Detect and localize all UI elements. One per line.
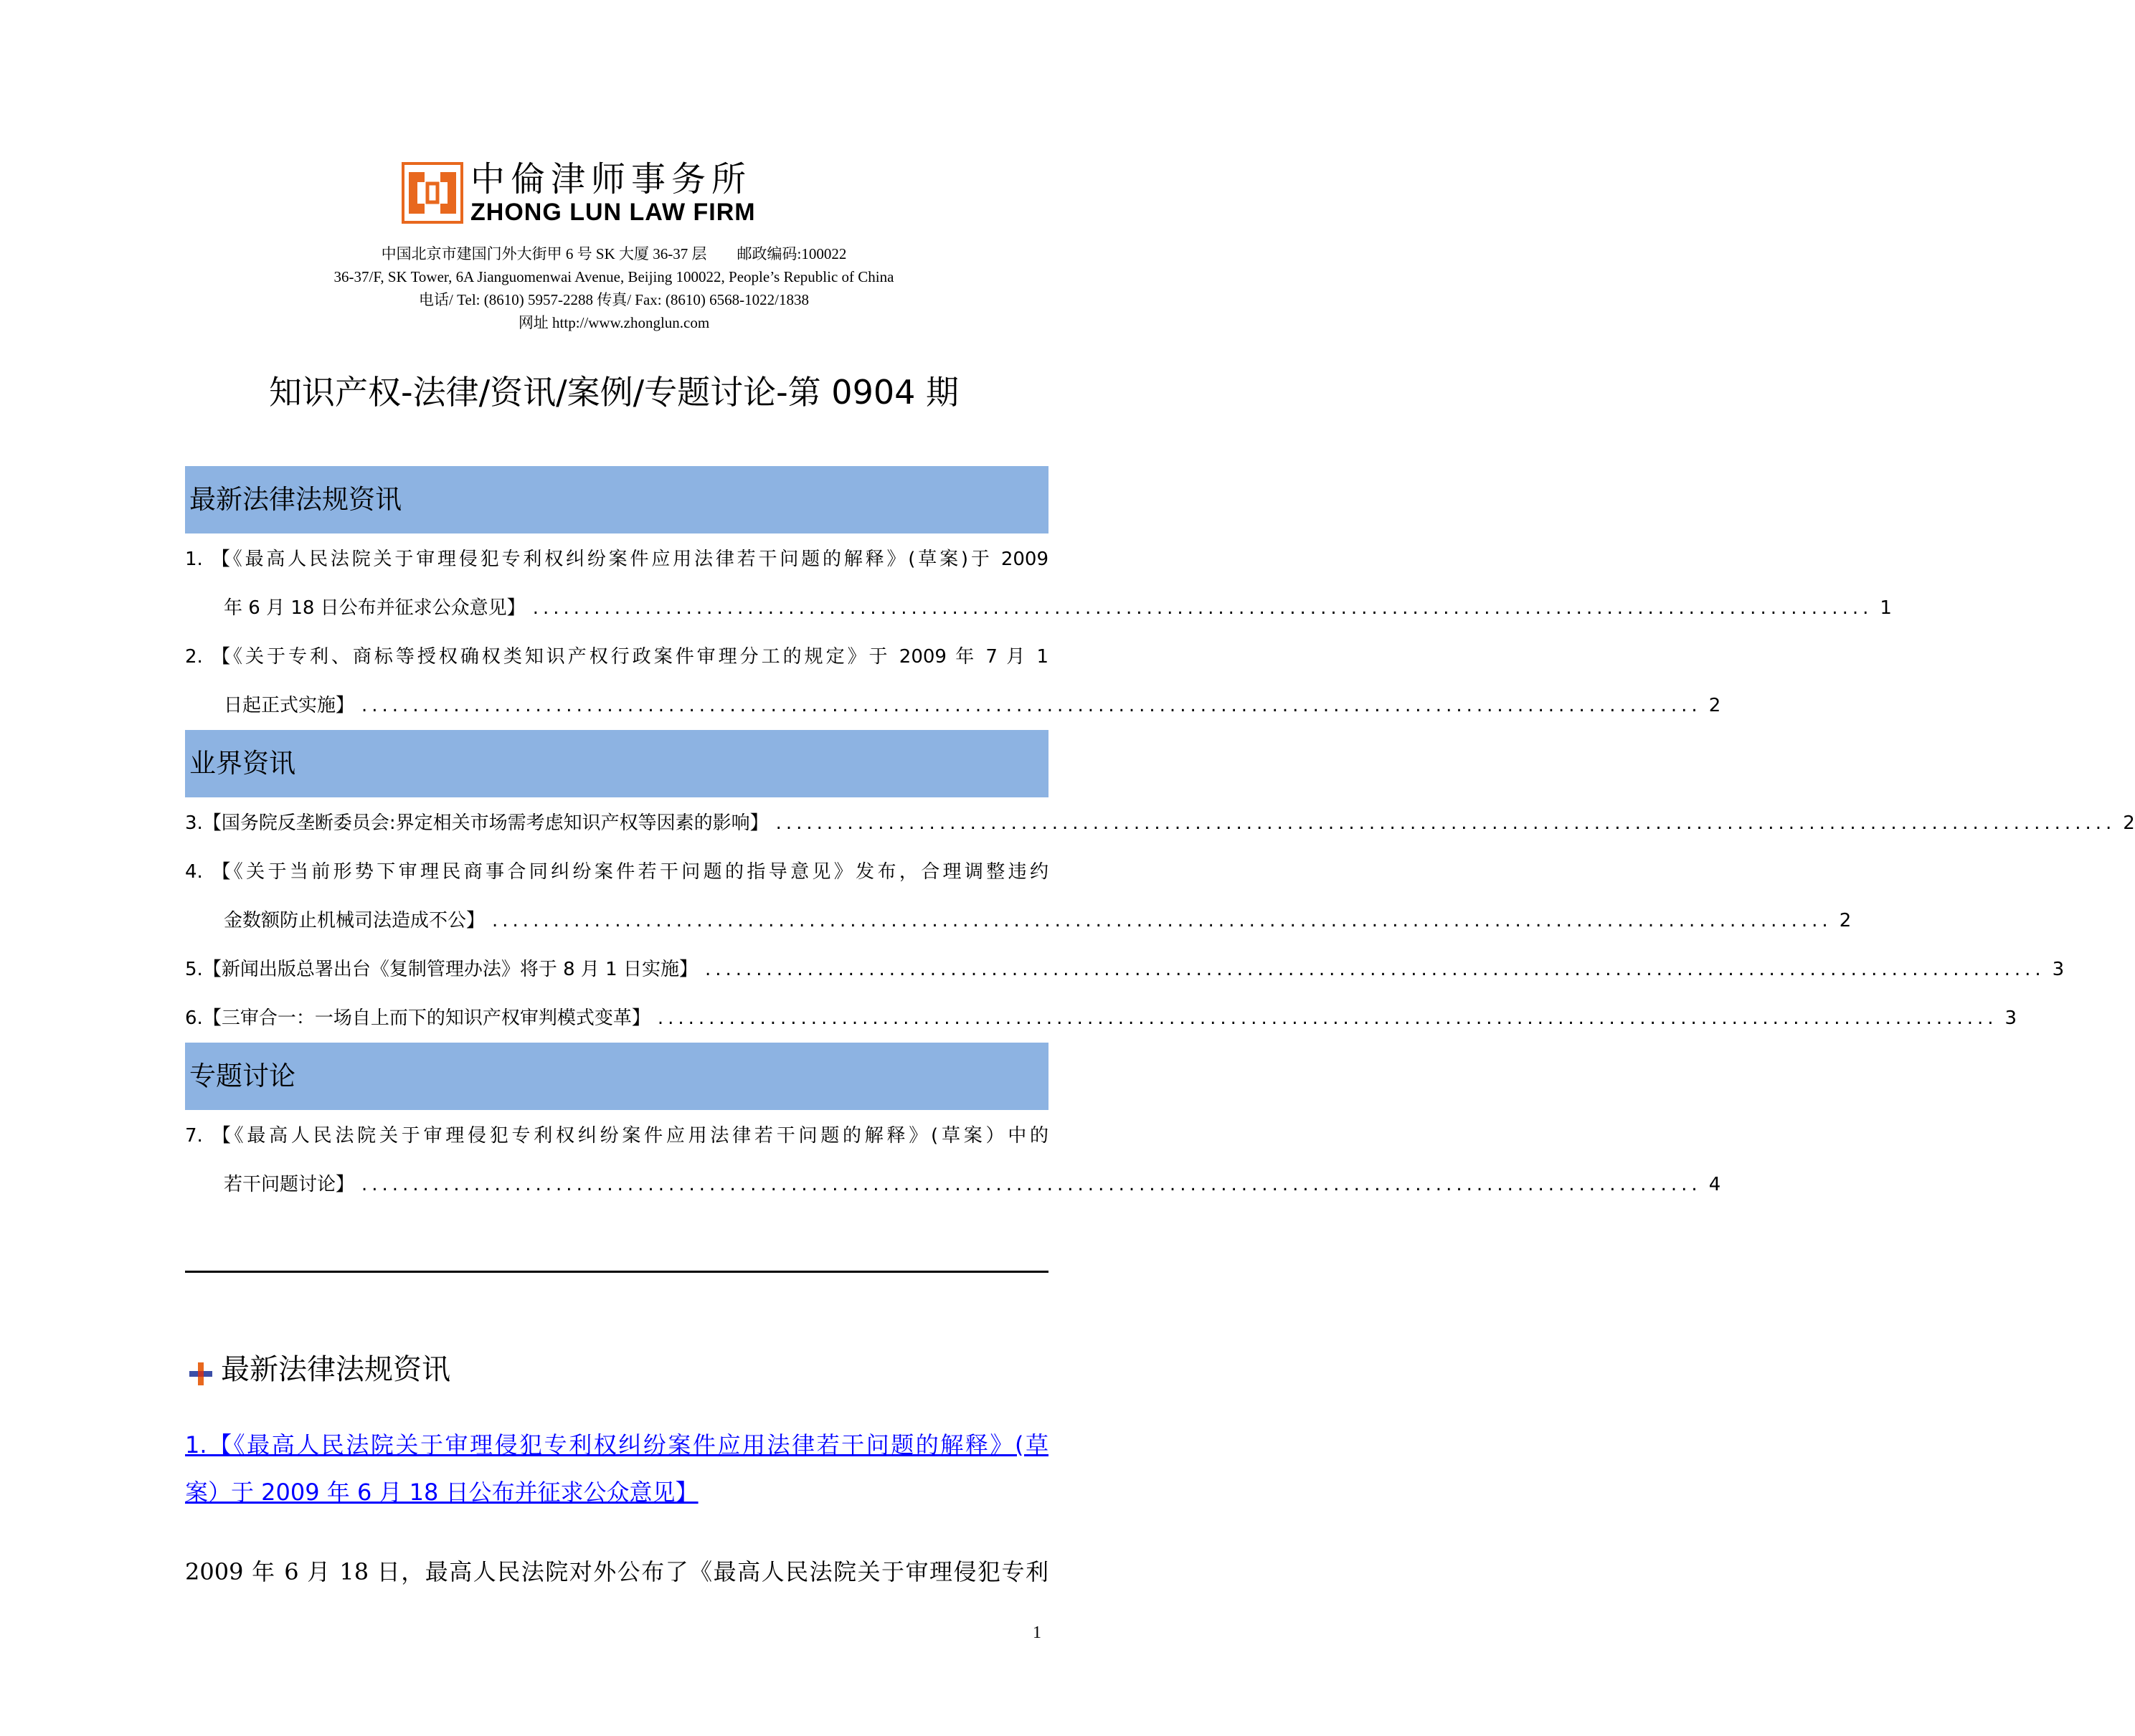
website: 网址 http://www.zhonglun.com — [518, 314, 710, 331]
toc-page-number: 2 — [1708, 695, 1721, 716]
article-title-link[interactable]: 1.【《最高人民法院关于审理侵犯专利权纠纷案件应用法律若干问题的解释》(草 — [185, 1431, 1048, 1458]
toc-page-number: 3 — [2052, 959, 2065, 980]
toc-entry-number: 1. — [185, 549, 203, 570]
toc-entry[interactable] — [185, 1004, 2017, 1033]
toc-entry-continuation[interactable] — [224, 594, 1892, 622]
toc-entry-text: 【《关于当前形势下审理民商事合同纠纷案件若干问题的指导意见》发布，合理调整违约 — [212, 861, 1048, 883]
toc-section-title: 业界资讯 — [189, 748, 295, 779]
firm-name-cn: 中倫津师事务所 — [470, 159, 752, 199]
toc-page-number: 3 — [2004, 1007, 2017, 1029]
toc-entry-number: 2. — [185, 646, 203, 668]
toc-section-header — [185, 1043, 1048, 1110]
toc-entry-text: 【国务院反垄断委员会:界定相关市场需考虑知识产权等因素的影响】 — [202, 812, 769, 834]
firm-name-en: ZHONG LUN LAW FIRM — [470, 199, 756, 226]
document-title: 知识产权-法律/资讯/案例/专题讨论-第 0904 期 — [268, 373, 959, 412]
toc-entry-text: 【《最高人民法院关于审理侵犯专利权纠纷案件应用法律若干问题的解释》(草案）中的 — [212, 1125, 1048, 1147]
toc-leader-dots: ................................................................................................................................... — [492, 910, 1832, 931]
toc-section-title: 专题讨论 — [189, 1061, 295, 1091]
toc-entry-continuation[interactable] — [224, 906, 1852, 935]
toc-entry-text: 若干问题讨论】 — [224, 1174, 355, 1195]
toc-entry[interactable] — [185, 809, 2135, 838]
page-number: 1 — [1033, 1623, 1041, 1642]
toc-entry-number: 6. — [185, 1007, 203, 1029]
toc-entry-text: 【新闻出版总署出台《复制管理办法》将于 8 月 1 日实施】 — [202, 959, 698, 980]
firm-address-block — [0, 242, 1228, 334]
toc-entry-number: 3. — [185, 812, 203, 834]
toc-entry[interactable] — [185, 1121, 1048, 1150]
address-cn: 中国北京市建国门外大街甲 6 号 SK 大厦 36-37 层 邮政编码:100022 — [381, 245, 847, 262]
toc-entry-text: 【三审合一：一场自上而下的知识产权审判模式变革】 — [202, 1007, 650, 1029]
firm-logo-icon — [402, 162, 463, 224]
toc-entry-text: 【《关于专利、商标等授权确权类知识产权行政案件审理分工的规定》于 2009 年 7 月 1 — [212, 646, 1048, 668]
body-section-title: 最新法律法规资讯 — [221, 1353, 450, 1386]
article-paragraph: 2009 年 6 月 18 日，最高人民法院对外公布了《最高人民法院关于审理侵犯专利 — [185, 1558, 1048, 1585]
toc-entry-number: 4. — [185, 861, 203, 883]
address-en: 36-37/F, SK Tower, 6A Jianguomenwai Avenue, Beijing 100022, People’s Republic of China — [333, 268, 894, 285]
toc-leader-dots: ................................................................................................................................... — [657, 1007, 1998, 1029]
toc-leader-dots: ................................................................................................................................... — [361, 1174, 1702, 1195]
divider-rule — [185, 1271, 1048, 1273]
toc-entry[interactable] — [185, 858, 1048, 886]
toc-entry-text: 年 6 月 18 日公布并征求公众意见】 — [224, 597, 526, 619]
toc-page-number: 2 — [1839, 910, 1852, 931]
toc-section-title: 最新法律法规资讯 — [189, 484, 402, 515]
toc-entry-continuation[interactable] — [224, 1170, 1721, 1199]
toc-entry-continuation[interactable] — [224, 691, 1721, 720]
toc-entry[interactable] — [185, 545, 1048, 574]
toc-leader-dots: ................................................................................................................................... — [775, 812, 2116, 834]
toc-page-number: 2 — [2123, 812, 2135, 834]
toc-entry-number: 5. — [185, 959, 203, 980]
toc-leader-dots: ................................................................................................................................... — [704, 959, 2045, 980]
toc-entry-number: 7. — [185, 1125, 203, 1147]
article-title-link-cont[interactable]: 案）于 2009 年 6 月 18 日公布并征求公众意见】 — [185, 1479, 699, 1506]
toc-entry-text: 【《最高人民法院关于审理侵犯专利权纠纷案件应用法律若干问题的解释》(草案)于 2009 — [211, 549, 1049, 570]
toc-leader-dots: ................................................................................................................................... — [361, 695, 1702, 716]
toc-section-header — [185, 466, 1048, 533]
firm-logo — [399, 159, 800, 224]
toc-entry-text: 金数额防止机械司法造成不公】 — [224, 910, 486, 931]
toc-page-number: 4 — [1708, 1174, 1721, 1195]
phone-fax: 电话/ Tel: (8610) 5957-2288 传真/ Fax: (8610) 6568-1022/1838 — [419, 291, 809, 308]
toc-entry[interactable] — [185, 642, 1048, 671]
toc-entry-text: 日起正式实施】 — [224, 695, 355, 716]
toc-entry[interactable] — [185, 955, 2065, 984]
cross-bullet-icon — [188, 1361, 214, 1387]
toc-section-header — [185, 730, 1048, 797]
toc-leader-dots: ................................................................................................................................... — [532, 597, 1873, 619]
toc-page-number: 1 — [1880, 597, 1892, 619]
